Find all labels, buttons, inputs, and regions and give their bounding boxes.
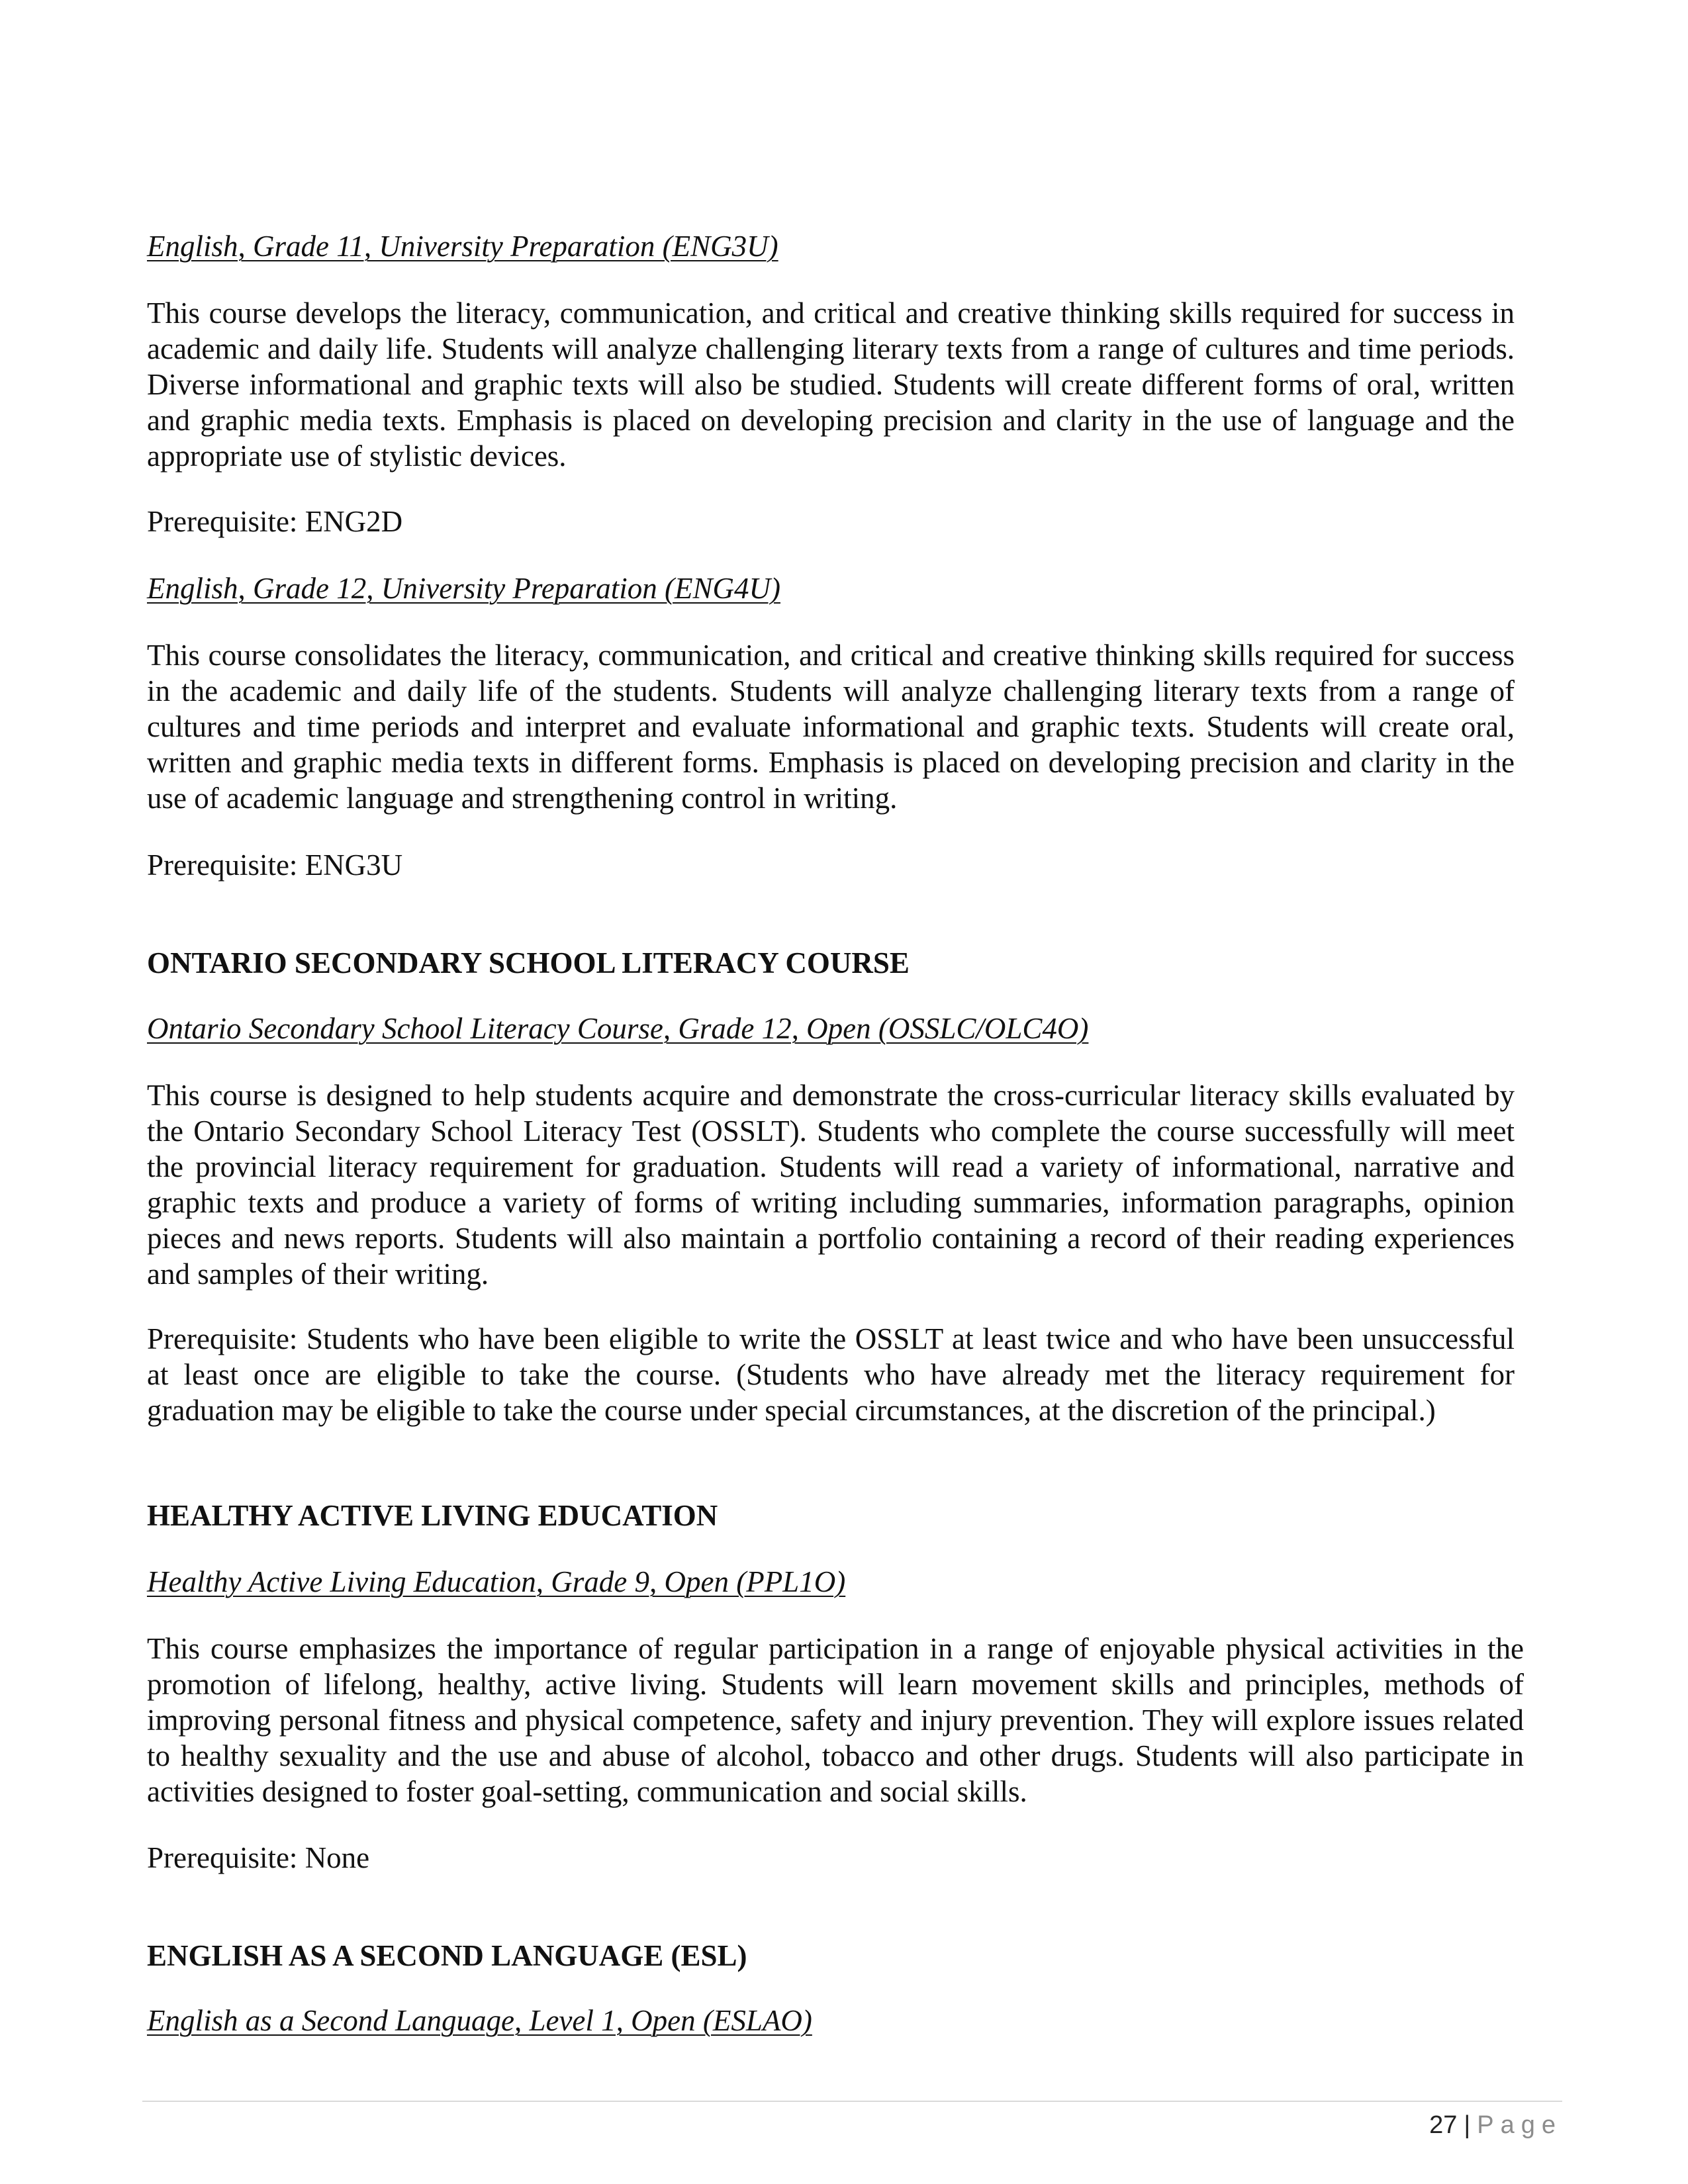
- section-heading-health: HEALTHY ACTIVE LIVING EDUCATION: [147, 1499, 718, 1532]
- course-description-eng4u: This course consolidates the literacy, communication, and critical and creative thinking skills required for success in the academic and daily life of the students. Students will analyze challenging literary texts from a range of cultures and time periods and interpret and evaluate informational and graphic texts. Students will create oral, written and graphic media texts in different forms. Emphasis is placed on developing precision and clarity in the use of academic language and strengthening control in writing.: [147, 639, 1515, 815]
- course-title-ppl1o: Healthy Active Living Education, Grade 9, Open (PPL1O): [147, 1565, 846, 1598]
- page-label: Page: [1477, 2111, 1562, 2139]
- prerequisite-osslc: Prerequisite: Students who have been eligible to write the OSSLT at least twice and who have been unsuccessful at least once are eligible to take the course. (Students who have already met the literacy requirement for graduation may be eligible to take the course under special circumstances, at the discretion of the principal.): [147, 1322, 1515, 1427]
- course-description-ppl1o: This course emphasizes the importance of regular participation in a range of enjoyable physical activities in the promotion of lifelong, healthy, active living. Students will learn movement skills and principles, methods of improving personal fitness and physical competence, safety and injury prevention. They will explore issues related to healthy sexuality and the use and abuse of alcohol, tobacco and other drugs. Students will also participate in activities designed to foster goal-setting, communication and social skills.: [147, 1632, 1524, 1808]
- section-heading-osslc: ONTARIO SECONDARY SCHOOL LITERACY COURSE: [147, 946, 910, 979]
- prerequisite-eng4u: Prerequisite: ENG3U: [147, 848, 403, 882]
- footer-divider: [142, 2101, 1562, 2102]
- section-heading-esl: ENGLISH AS A SECOND LANGUAGE (ESL): [147, 1939, 747, 1972]
- prerequisite-eng3u: Prerequisite: ENG2D: [147, 505, 403, 538]
- course-title-eng4u: English, Grade 12, University Preparation (ENG4U): [147, 572, 780, 605]
- course-title-osslc: Ontario Secondary School Literacy Course, Grade 12, Open (OSSLC/OLC4O): [147, 1012, 1089, 1045]
- prerequisite-ppl1o: Prerequisite: None: [147, 1841, 370, 1874]
- course-title-eslao: English as a Second Language, Level 1, Open (ESLAO): [147, 2004, 812, 2037]
- course-description-eng3u: This course develops the literacy, communication, and critical and creative thinking skills required for success in academic and daily life. Students will analyze challenging literary texts from a range of cultures and time periods. Diverse informational and graphic texts will also be studied. Students will create different forms of oral, written and graphic media texts. Emphasis is placed on developing precision and clarity in the use of language and the appropriate use of stylistic devices.: [147, 296, 1515, 473]
- footer-separator: |: [1464, 2111, 1471, 2139]
- page-number: 27: [1429, 2111, 1458, 2139]
- course-title-eng3u: English, Grade 11, University Preparation (ENG3U): [147, 230, 778, 263]
- page-footer: [1429, 2110, 1562, 2140]
- course-description-osslc: This course is designed to help students acquire and demonstrate the cross-curricular literacy skills evaluated by the Ontario Secondary School Literacy Test (OSSLT). Students who complete the course successfully will meet the provincial literacy requirement for graduation. Students will read a variety of informational, narrative and graphic texts and produce a variety of forms of writing including summaries, information paragraphs, opinion pieces and news reports. Students will also maintain a portfolio containing a record of their reading experiences and samples of their writing.: [147, 1079, 1515, 1291]
